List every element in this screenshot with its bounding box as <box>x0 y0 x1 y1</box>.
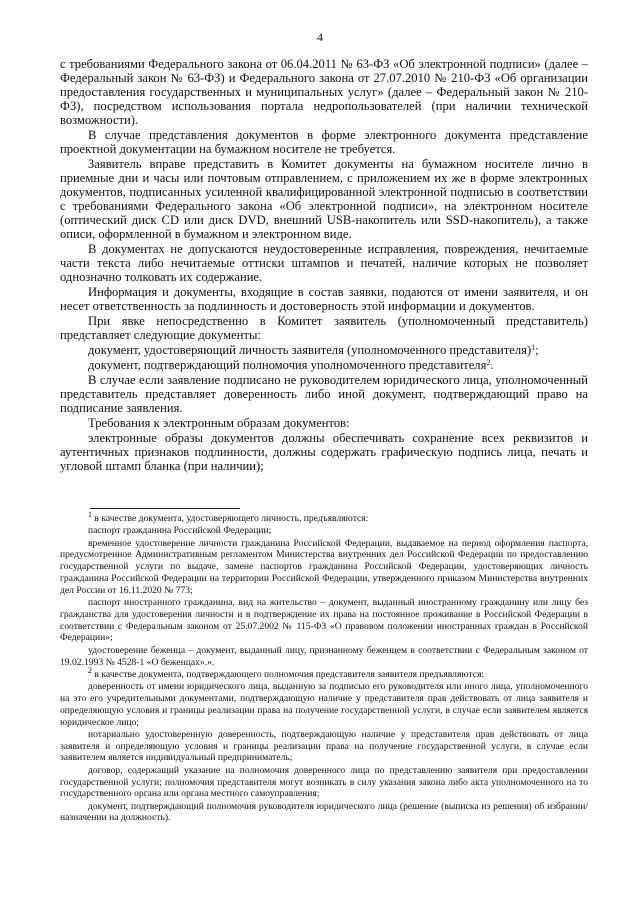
list-item-text: документ, подтверждающий полномочия уполномоченного представителя <box>88 358 487 372</box>
main-text <box>60 57 588 474</box>
footnote-intro: в качестве документа, удостоверяющего личность, предъявляются: <box>92 513 369 524</box>
footnote-line: удостоверение беженца – документ, выданный лицу, признанному беженцем в соответствии с Федеральным законом от 19.02.1993 № 4528-1 «О беженцах».». <box>60 644 588 668</box>
paragraph: В документах не допускаются неудостоверенные исправления, повреждения, нечитаемые части текста либо нечитаемые оттиски штампов и печатей, наличие которых не позволяет однозначно толковать их содержание. <box>60 242 588 284</box>
footnote-line: доверенность от имени юридического лица, выданную за подписью его руководителя или иного лица, уполномоченного на это его учредительными документами, подтверждающую наличие у представителя прав действовать от лица заявителя и определяющую условия и границы реализации права на получение государственной услуги, в случае если заявителем является юридическое лицо; <box>60 681 588 728</box>
footnote-mark: 1 <box>88 510 92 519</box>
footnote-mark: 2 <box>88 665 92 675</box>
list-item <box>60 343 588 357</box>
footnote-heading <box>60 510 588 525</box>
footnote-heading <box>60 665 588 681</box>
paragraph: с требованиями Федерального закона от 06.04.2011 № 63-ФЗ «Об электронной подписи» (далее – Федеральный закон № 63-ФЗ) и Федерального закона от 27.07.2010 № 210-ФЗ «Об организации предоставления государственных и муниципальных услуг» (далее – Федеральный закон № 210-ФЗ), посредством использования портала недропользователей (при наличии технической возможности). <box>60 57 588 127</box>
list-item <box>60 358 588 372</box>
list-item-text: документ, удостоверяющий личность заявителя (уполномоченного представителя) <box>88 343 532 357</box>
paragraph: В случае представления документов в форме электронного документа представление проектной документации на бумажном носителе не требуется. <box>60 128 588 156</box>
footnote-line: документ, подтверждающий полномочия руководителя юридического лица (решение (выписка из решения) об избрании/назначении на должность). <box>60 800 588 824</box>
footnote-line: нотариально удостоверенную доверенность, подтверждающую наличие у представителя прав действовать от лица заявителя и определяющую условия и границы реализации права на получение государственной услуги, в случае если заявителем является индивидуальный предприниматель; <box>60 728 588 764</box>
footnote-divider <box>90 508 240 509</box>
paragraph: Заявитель вправе представить в Комитет документы на бумажном носителе лично в приемные дни и часы или почтовым отправлением, с приложением их же в форме электронных документов, подписанных усиленной квалифицированной электронной подписью в соответствии с требованиями Федерального закона «Об электронной подписи», на электронном носителе (оптический диск CD или диск DVD, внешний USB-накопитель или SSD-накопитель), а также описи, оформленной в бумажном и электронном виде. <box>60 157 588 241</box>
paragraph: Требования к электронным образам документов: <box>88 416 350 430</box>
footnote-line: паспорт гражданина Российской Федерации; <box>88 525 272 537</box>
footnotes <box>60 510 588 825</box>
list-item-end: ; <box>535 343 539 357</box>
page-number: 4 <box>317 30 323 44</box>
footnote-ref: 1 <box>531 343 536 352</box>
paragraph: При явке непосредственно в Комитет заявитель (уполномоченный представитель) представляет следующие документы: <box>60 314 588 342</box>
footnote-ref: 2 <box>486 358 491 367</box>
footnote-line: паспорт иностранного гражданина, вид на жительство – документ, выданный иностранному гражданину или лицу без гражданства для удостоверения личности и в подтверждение их права на постоянное проживание в Российской Федерации в соответствии с Федеральным законом от 25.07.2002 № 115-ФЗ «О правовом положении иностранных граждан в Российской Федерации»; <box>60 597 588 644</box>
footnote-line: временное удостоверение личности гражданина Российской Федерации, выдаваемое на период оформления паспорта, предусмотренное Административным регламентом Министерства внутренних дел Российской Федерации по предоставлению государственной услуги по выдаче, замене паспортов гражданина Российской Федерации, удостоверяющих личность гражданина Российской Федерации на территории Российской Федерации, утвержденного приказом Министерства внутренних дел России от 16.11.2020 № 773; <box>60 537 588 596</box>
footnote-line: договор, содержащий указание на полномочия доверенного лица по представлению заявителя при предоставлении государственной услуги; полномочия представителя могут возникать в силу указания закона либо акта уполномоченного на то государственного органа или органа местного самоуправления; <box>60 764 588 800</box>
paragraph: Информация и документы, входящие в состав заявки, подаются от имени заявителя, и он несет ответственность за подлинность и достоверность этой информации и документов. <box>60 285 588 313</box>
paragraph: В случае если заявление подписано не руководителем юридического лица, уполномоченный представитель представляет доверенность либо иной документ, подтверждающий право на подписание заявления. <box>60 373 588 415</box>
paragraph: электронные образы документов должны обеспечивать сохранение всех реквизитов и аутентичных признаков подлинности, должны содержать графическую подпись лица, печать и угловой штамп бланка (при наличии); <box>60 431 588 473</box>
footnote-intro: в качестве документа, подтверждающего полномочия представителя заявителя предъявляются: <box>92 668 485 680</box>
list-item-end: . <box>490 358 494 372</box>
